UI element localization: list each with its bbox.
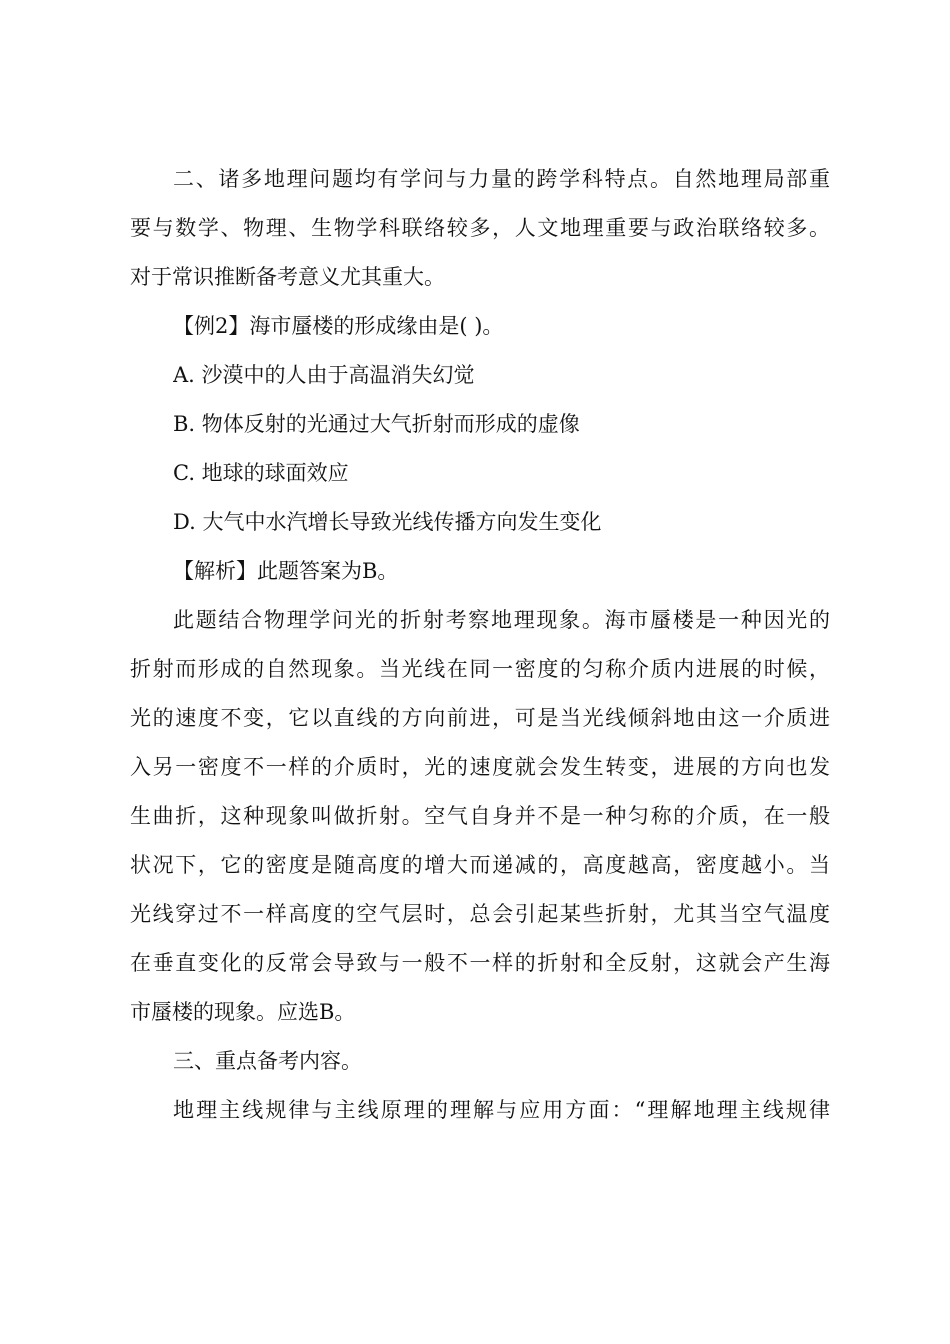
analysis-line-3: 光的速度不变，它以直线的方向前进，可是当光线倾斜地由这一介质进 [130,706,830,730]
analysis-line-7: 光线穿过不一样高度的空气层时，总会引起某些折射，尤其当空气温度 [130,902,830,926]
analysis-line-2: 折射而形成的自然现象。当光线在同一密度的匀称介质内进展的时候， [130,657,830,681]
analysis-heading: 【解析】此题答案为B。 [173,559,399,583]
analysis-line-8: 在垂直变化的反常会导致与一般不一样的折射和全反射，这就会产生海 [130,951,830,975]
paragraph-2-line-3: 对于常识推断备考意义尤其重大。 [130,265,445,289]
analysis-line-1: 此题结合物理学问光的折射考察地理现象。海市蜃楼是一种因光的 [173,608,830,632]
option-a: A. 沙漠中的人由于高温消失幻觉 [173,363,475,387]
analysis-line-4: 入另一密度不一样的介质时，光的速度就会发生转变，进展的方向也发 [130,755,830,779]
example-question: 【例2】海市蜃楼的形成缘由是( )。 [173,314,504,338]
section-3-line-1: 地理主线规律与主线原理的理解与应用方面：“理解地理主线规律 [173,1098,830,1122]
analysis-line-6: 状况下，它的密度是随高度的增大而递减的，高度越高，密度越小。当 [130,853,830,877]
paragraph-2-line-1: 二、诸多地理问题均有学问与力量的跨学科特点。自然地理局部重 [173,167,830,191]
option-c: C. 地球的球面效应 [173,461,349,485]
analysis-line-9: 市蜃楼的现象。应选B。 [130,1000,356,1024]
paragraph-2-line-2: 要与数学、物理、生物学科联络较多，人文地理重要与政治联络较多。 [130,216,830,240]
section-3-heading: 三、重点备考内容。 [173,1049,362,1073]
option-d: D. 大气中水汽增长导致光线传播方向发生变化 [173,510,602,534]
analysis-line-5: 生曲折，这种现象叫做折射。空气自身并不是一种匀称的介质，在一般 [130,804,830,828]
option-b: B. 物体反射的光通过大气折射而形成的虚像 [173,412,580,436]
